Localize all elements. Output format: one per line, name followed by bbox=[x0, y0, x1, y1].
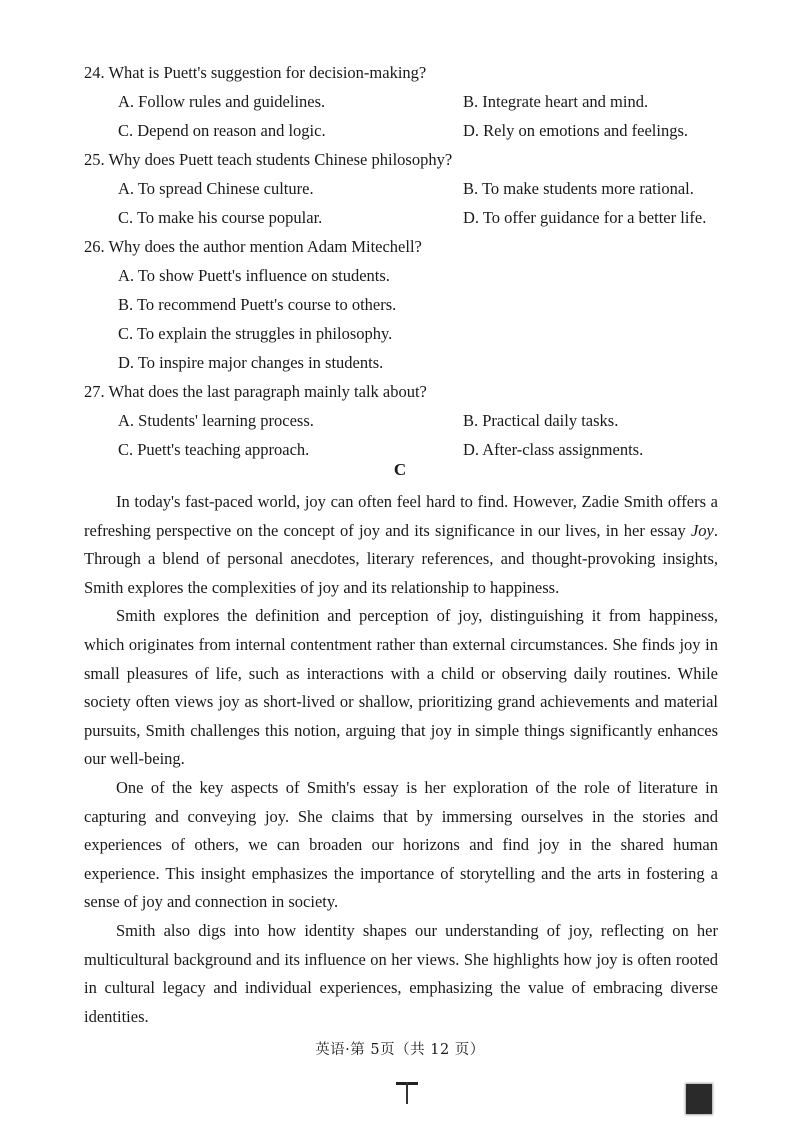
question-27-option-c[interactable]: C. Puett's teaching approach. bbox=[118, 440, 310, 459]
question-24-option-a[interactable]: A. Follow rules and guidelines. bbox=[118, 92, 326, 111]
question-24-options bbox=[84, 87, 724, 145]
question-26-option-d[interactable]: D. To inspire major changes in students. bbox=[118, 353, 384, 372]
question-26-option-c[interactable]: C. To explain the struggles in philosophy. bbox=[118, 324, 393, 343]
question-27-stem: 27. What does the last paragraph mainly talk about? bbox=[84, 382, 427, 401]
option-row bbox=[84, 319, 724, 348]
question-25-option-c[interactable]: C. To make his course popular. bbox=[118, 208, 323, 227]
option-row bbox=[84, 174, 724, 203]
question-26-stem: 26. Why does the author mention Adam Mitechell? bbox=[84, 237, 422, 256]
question-24-option-d[interactable]: D. Rely on emotions and feelings. bbox=[463, 121, 689, 140]
multiple-choice-question-list bbox=[84, 58, 724, 464]
question-25-options bbox=[84, 174, 724, 232]
scan-alignment-block-icon bbox=[686, 1084, 712, 1114]
passage-paragraph-1: In today's fast-paced world, joy can often feel hard to find. However, Zadie Smith offers a refreshing perspective on the concept of joy and its significance in our lives, in her essay Joy. Through a blend of personal anecdotes, literary references, and thought-provoking insights, Smith explores the complexities of joy and its relationship to happiness. bbox=[84, 492, 718, 597]
question-26-option-a[interactable]: A. To show Puett's influence on students. bbox=[118, 266, 390, 285]
option-row bbox=[84, 87, 724, 116]
question-24-stem: 24. What is Puett's suggestion for decision-making? bbox=[84, 63, 427, 82]
question-25-stem: 25. Why does Puett teach students Chinese philosophy? bbox=[84, 150, 453, 169]
option-row bbox=[84, 290, 724, 319]
passage-paragraph-2: Smith explores the definition and perception of joy, distinguishing it from happiness, which originates from internal contentment rather than external circumstances. She finds joy in small pleasures of life, such as interactions with a child or observing daily routines. While society often views joy as short-lived or shallow, prioritizing grand achievements and material pursuits, Smith challenges this notion, arguing that joy in simple things significantly enhances our well-being. bbox=[84, 606, 718, 769]
question-27-option-d[interactable]: D. After-class assignments. bbox=[463, 440, 644, 459]
question-27-option-b[interactable]: B. Practical daily tasks. bbox=[463, 411, 619, 430]
question-24 bbox=[84, 58, 724, 145]
question-25-option-a[interactable]: A. To spread Chinese culture. bbox=[118, 179, 314, 198]
option-row bbox=[84, 406, 724, 435]
question-25-option-d[interactable]: D. To offer guidance for a better life. bbox=[463, 208, 707, 227]
section-letter-c: C bbox=[393, 460, 407, 479]
reading-passage bbox=[84, 488, 718, 1031]
crop-mark-icon bbox=[396, 1082, 418, 1104]
option-row bbox=[84, 116, 724, 145]
option-row bbox=[84, 203, 724, 232]
question-27 bbox=[84, 377, 724, 464]
question-24-option-c[interactable]: C. Depend on reason and logic. bbox=[118, 121, 326, 140]
question-25-option-b[interactable]: B. To make students more rational. bbox=[463, 179, 694, 198]
question-27-option-a[interactable]: A. Students' learning process. bbox=[118, 411, 314, 430]
page-footer-label: 英语·第 5页（共 12 页） bbox=[315, 1042, 485, 1058]
question-26-options bbox=[84, 261, 724, 377]
question-27-options bbox=[84, 406, 724, 464]
option-row bbox=[84, 261, 724, 290]
question-24-option-b[interactable]: B. Integrate heart and mind. bbox=[463, 92, 649, 111]
passage-paragraph-4: Smith also digs into how identity shapes our understanding of joy, reflecting on her multicultural background and its influence on her views. She highlights how joy is often rooted in cultural legacy and individual experiences, emphasizing the value of embracing diverse identities. bbox=[84, 920, 718, 1026]
question-26-option-b[interactable]: B. To recommend Puett's course to others. bbox=[118, 295, 397, 314]
passage-paragraph-3: One of the key aspects of Smith's essay is her exploration of the role of literature in capturing and conveying joy. She claims that by immersing ourselves in the stories and experiences of others, we can broaden our horizons and find joy in the shared human experience. This insight emphasizes the importance of storytelling and the arts in fostering a sense of joy and connection in society. bbox=[84, 777, 718, 912]
question-25 bbox=[84, 145, 724, 232]
option-row bbox=[84, 348, 724, 377]
question-26 bbox=[84, 232, 724, 377]
